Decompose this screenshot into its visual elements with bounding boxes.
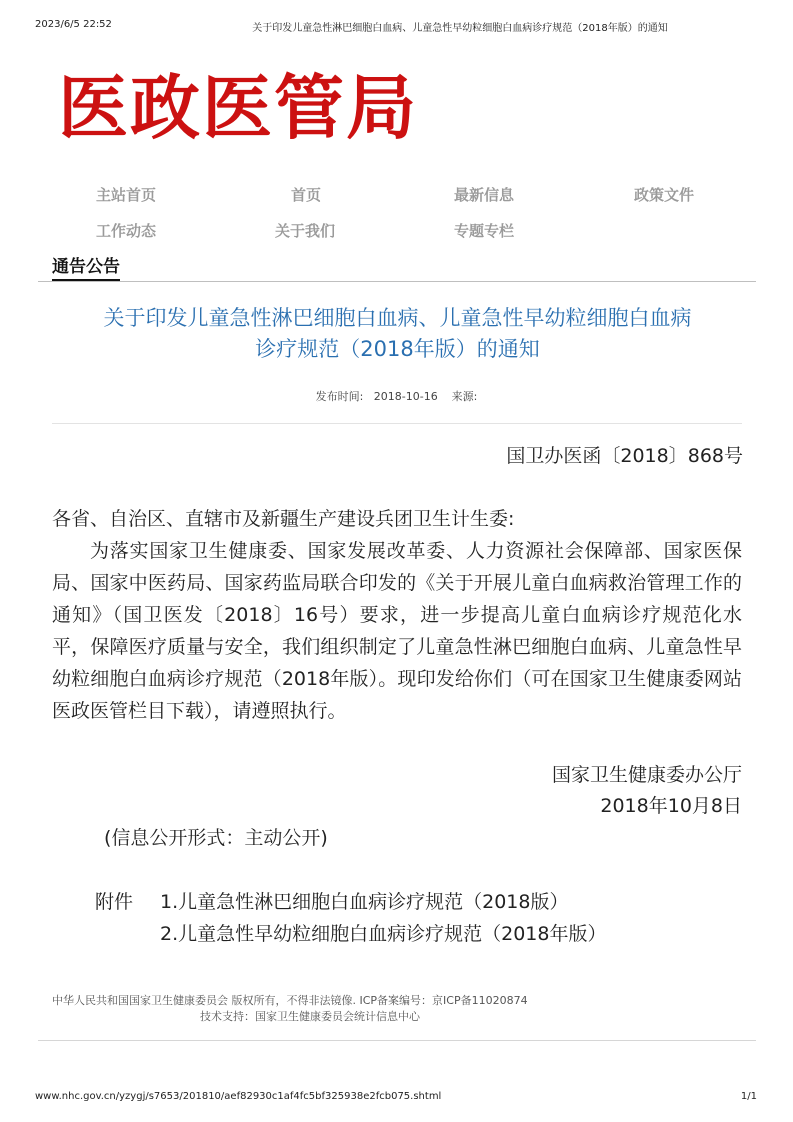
nav-home[interactable]: 首页 — [291, 186, 322, 204]
attachment-link-1[interactable]: 1.儿童急性淋巴细胞白血病诊疗规范（2018版） — [160, 891, 569, 913]
nav-home-site[interactable]: 主站首页 — [96, 186, 157, 204]
attachment-label: 附件 — [95, 891, 134, 913]
meta-divider — [52, 423, 742, 424]
nav-about-us[interactable]: 关于我们 — [275, 222, 336, 240]
article-title — [40, 303, 755, 365]
footer-copyright: 中华人民共和国国家卫生健康委员会 版权所有，不得非法镜像. ICP备案编号：京ICP备11020874 — [52, 994, 528, 1007]
nav-policy-docs[interactable]: 政策文件 — [634, 186, 695, 204]
attachment-link-2[interactable]: 2.儿童急性早幼粒细胞白血病诊疗规范（2018年版） — [160, 923, 607, 945]
article-title-line-1: 关于印发儿童急性淋巴细胞白血病、儿童急性早幼粒细胞白血病 — [103, 306, 692, 330]
section-title: 通告公告 — [52, 256, 120, 282]
article-title-line-2: 诊疗规范（2018年版）的通知 — [255, 337, 540, 361]
nav-latest-info[interactable]: 最新信息 — [454, 186, 515, 204]
salutation: 各省、自治区、直辖市及新疆生产建设兵团卫生计生委: — [52, 508, 515, 530]
site-logo[interactable]: 医政医管局 — [58, 66, 418, 149]
article-body — [52, 503, 742, 727]
document-number: 国卫办医函〔2018〕868号 — [506, 445, 743, 467]
print-page-number: 1/1 — [740, 1091, 757, 1102]
footer-divider — [38, 1040, 756, 1041]
print-url: www.nhc.gov.cn/yzygj/s7653/201810/aef82930c1af4fc5bf325938e2fcb075.shtml — [35, 1091, 442, 1102]
signature-organization: 国家卫生健康委办公厅 — [551, 764, 742, 786]
nav-work-news[interactable]: 工作动态 — [96, 222, 157, 240]
print-datetime: 2023/6/5 22:52 — [35, 19, 112, 30]
nav-special-topics[interactable]: 专题专栏 — [454, 222, 515, 240]
disclosure-note: (信息公开形式：主动公开) — [104, 827, 328, 849]
article-meta: 发布时间: 2018-10-16 来源: — [315, 390, 478, 403]
print-page-title: 关于印发儿童急性淋巴细胞白血病、儿童急性早幼粒细胞白血病诊疗规范（2018年版）的通知 — [252, 23, 668, 34]
body-paragraph: 为落实国家卫生健康委、国家发展改革委、人力资源社会保障部、国家医保局、国家中医药局、国家药监局联合印发的《关于开展儿童白血病救治管理工作的通知》（国卫医发〔2018〕16号）要求，进一步提高儿童白血病诊疗规范化水平，保障医疗质量与安全，我们组织制定了儿童急性淋巴细胞白血病、儿童急性早幼粒细胞白血病诊疗规范（2018年版）。现印发给你们（可在国家卫生健康委网站医政医管栏目下载），请遵照执行。 — [52, 540, 742, 722]
signature-date: 2018年10月8日 — [600, 795, 742, 817]
footer-tech-support: 技术支持：国家卫生健康委员会统计信息中心 — [200, 1010, 420, 1023]
section-divider — [38, 281, 756, 282]
